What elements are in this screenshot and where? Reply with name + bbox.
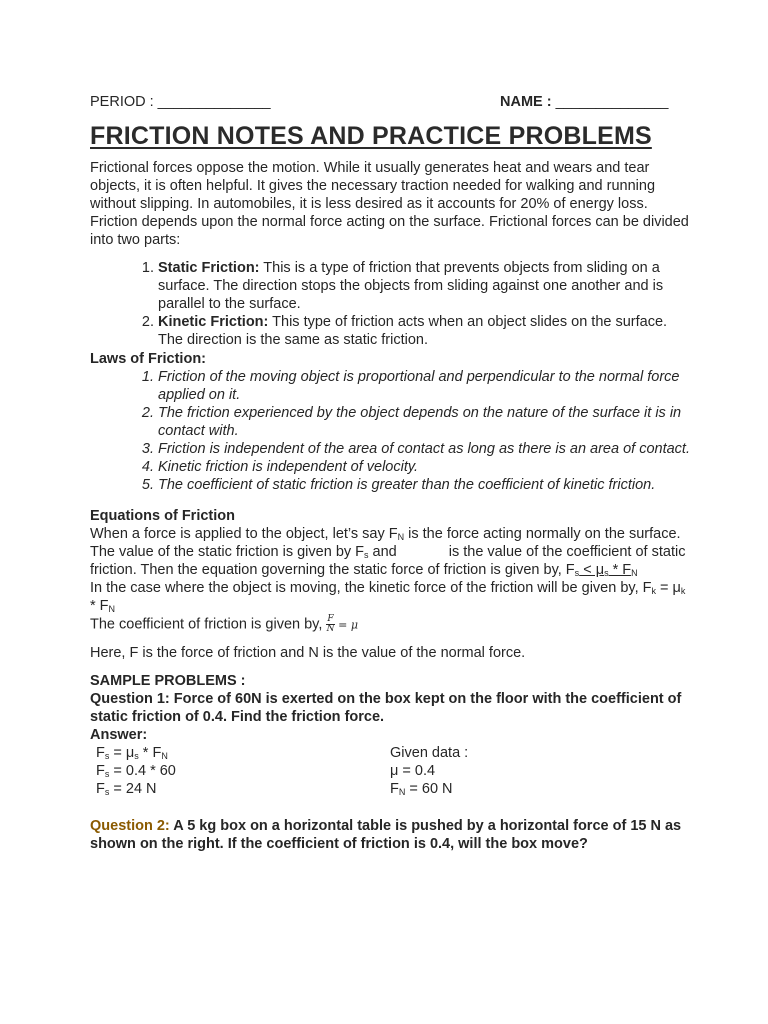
- question-2-text: A 5 kg box on a horizontal table is pushed by a horizontal force of 15 N as shown on the right. If the coefficient of friction is 0.4, will the box move?: [90, 818, 682, 853]
- page-title: FRICTION NOTES AND PRACTICE PROBLEMS: [90, 122, 652, 150]
- name-label: NAME :: [500, 94, 552, 110]
- given-sub: N: [398, 787, 406, 798]
- sample-problems-heading: SAMPLE PROBLEMS :: [90, 673, 246, 690]
- step-text: = 0.4 * 60: [109, 763, 176, 780]
- step-sub: s: [104, 769, 110, 780]
- question-1: Question 1: Force of 60N is exerted on the box kept on the floor with the coefficient of static friction of 0.4. Find the friction force.: [90, 691, 682, 726]
- list-item: [158, 259, 690, 313]
- given-data: [390, 744, 468, 798]
- given-text: = 60 N: [405, 781, 453, 798]
- step-text: = 24 N: [109, 781, 157, 798]
- intro-paragraph: Frictional forces oppose the motion. While it usually generates heat and wears and tear objects, it is often helpful. It gives the necessary traction needed for walking and running without slipping. In automobiles, it is less desired as it accounts for 20% of energy loss. Friction depends upon the normal force acting on the surface. Frictional forces can be divided into two parts:: [90, 160, 689, 248]
- answer-step: [96, 744, 176, 762]
- answer-step: [96, 762, 176, 780]
- static-equation: [579, 562, 631, 578]
- given-fn: [390, 780, 468, 798]
- eq-sub: s: [574, 568, 580, 578]
- eq-text: * F: [90, 598, 109, 614]
- equations-heading: Equations of Friction: [90, 508, 235, 524]
- eq-sub: s: [604, 568, 609, 578]
- eq-sub: N: [631, 568, 638, 578]
- fraction-numerator: F: [327, 614, 334, 624]
- eq-sub: s: [364, 550, 369, 560]
- eq-text: is the value of the coefficient of static friction. Then the equation governing the static force of friction is given by, F: [90, 544, 686, 578]
- step-text: F: [96, 745, 105, 762]
- laws-list: [90, 368, 690, 494]
- period-field: PERIOD : ______________: [90, 94, 271, 110]
- equations-paragraph-static: [90, 525, 690, 579]
- eq-text: The coefficient of friction is given by,: [90, 616, 327, 633]
- eq-text: In the case where the object is moving, the kinetic force of the friction will be given by, F: [90, 580, 652, 596]
- eq-text: and: [368, 544, 397, 560]
- term-kinetic: Kinetic Friction:: [158, 314, 269, 330]
- header-row: [90, 93, 690, 113]
- friction-types-list: [90, 259, 690, 349]
- eq-text: * F: [608, 562, 632, 578]
- answer-label: Answer:: [90, 727, 148, 744]
- fraction-denominator: N: [326, 624, 335, 634]
- list-item: 1. Friction of the moving object is proportional and perpendicular to the normal force applied on it.: [158, 368, 690, 404]
- term-static-text: This is a type of friction that prevents objects from sliding on a surface. The direction stops the objects from sliding against one another and is parallel to the surface.: [158, 260, 664, 312]
- eq-text: = μ: [655, 580, 681, 596]
- step-text: = μ: [109, 745, 135, 762]
- given-text: F: [390, 781, 399, 798]
- given-title: Given data :: [390, 745, 469, 762]
- name-field: [500, 93, 669, 111]
- coefficient-paragraph: [90, 615, 690, 634]
- equations-paragraph-kinetic: [90, 579, 690, 615]
- list-item: [158, 313, 690, 349]
- eq-sub: k: [651, 586, 656, 596]
- answer-step: [96, 780, 176, 798]
- step-sub: s: [134, 751, 139, 762]
- document-page: [90, 93, 690, 853]
- name-blank: ______________: [551, 94, 669, 110]
- step-sub: N: [161, 751, 168, 762]
- step-sub: s: [104, 751, 110, 762]
- step-text: F: [96, 781, 105, 798]
- fraction-rhs: = μ: [334, 618, 359, 632]
- eq-text: < μ: [579, 562, 605, 578]
- term-static: Static Friction:: [158, 260, 260, 276]
- eq-text: When a force is applied to the object, let’s say F: [90, 526, 398, 542]
- step-text: F: [96, 763, 105, 780]
- eq-sub: N: [108, 604, 116, 614]
- coefficient-fraction: [326, 615, 334, 634]
- given-mu: μ = 0.4: [390, 763, 436, 780]
- question-2: [90, 817, 690, 853]
- list-item: 4. Kinetic friction is independent of velocity.: [158, 458, 690, 476]
- step-sub: s: [104, 787, 110, 798]
- answer-steps: [96, 744, 176, 798]
- term-kinetic-text: This type of friction acts when an object slides on the surface. The direction is the same as static friction.: [158, 314, 668, 348]
- here-paragraph: Here, F is the force of friction and N is the value of the normal force.: [90, 645, 526, 662]
- list-item: 5. The coefficient of static friction is greater than the coefficient of kinetic friction.: [158, 476, 690, 494]
- question-2-label: Question 2:: [90, 818, 170, 835]
- list-item: 2. The friction experienced by the object depends on the nature of the surface it is in contact with.: [158, 404, 690, 440]
- eq-sub: N: [397, 532, 405, 542]
- eq-text: is the force acting normally on the surface. The value of the static friction is given by F: [90, 526, 681, 560]
- answer-block: [90, 744, 690, 798]
- laws-heading: Laws of Friction:: [90, 351, 206, 367]
- step-text: * F: [138, 745, 162, 762]
- eq-sub: k: [680, 586, 686, 596]
- list-item: 3. Friction is independent of the area of contact as long as there is an area of contact.: [158, 440, 690, 458]
